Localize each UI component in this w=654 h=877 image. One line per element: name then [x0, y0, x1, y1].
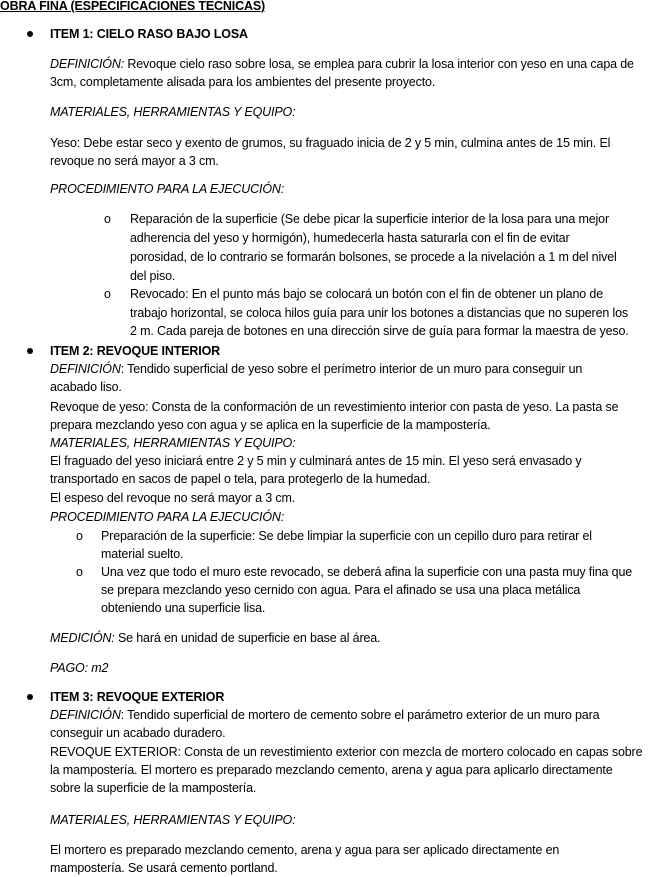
- item2-definition-text: : Tendido superficial de yeso sobre el perímetro interior de un muro para conseguir un: [120, 362, 583, 376]
- circle-bullet-icon: o: [76, 529, 83, 543]
- item1-materials-heading: MATERIALES, HERRAMIENTAS Y EQUIPO:: [50, 105, 296, 119]
- item3-materials-line1: El mortero es preparado mezclando cemento, arena y agua para ser aplicado directamente en: [50, 843, 560, 857]
- item2-materials-heading: MATERIALES, HERRAMIENTAS Y EQUIPO:: [50, 436, 296, 450]
- item2-step2-line3: obteniendo una superficie lisa.: [101, 601, 266, 615]
- item1-definition-line2: 3cm, completamente alisada para los ambientes del presente proyecto.: [50, 75, 436, 89]
- item1-step2-line1: Revocado: En el punto más bajo se colocará un botón con el fin de obtener un plano de: [130, 287, 604, 301]
- item2-medicion-text: Se hará en unidad de superficie en base al área.: [114, 631, 381, 645]
- item1-step1-line2: adherencia del yeso y hormigón), humedecerla hasta saturarla con el fin de evitar: [130, 231, 570, 245]
- item1-step2-line3: 2 m. Cada pareja de botones en una dirección sirve de guía para formar la maestra de yeso.: [130, 324, 629, 338]
- item1-materials-line2: revoque no será mayor a 3 cm.: [50, 154, 219, 168]
- item3-heading: ITEM 3: REVOQUE EXTERIOR: [50, 690, 225, 704]
- item3-definition-text: : Tendido superficial de mortero de cemento sobre el parámetro exterior de un muro para: [120, 708, 600, 722]
- item1-step1-line4: del piso.: [130, 269, 176, 283]
- item3-revoque-line2: la mampostería. El mortero es preparado mezclando cemento, arena y agua para aplicarlo directamente: [50, 763, 613, 777]
- item1-definition-line1: [50, 55, 634, 73]
- item2-definition-label: DEFINICIÓN: [50, 362, 121, 376]
- item2-definition-line2: acabado liso.: [50, 380, 122, 394]
- item2-step2-line1: Una vez que todo el muro este revocado, se deberá afina la superficie con una pasta muy fina que: [101, 565, 633, 579]
- item3-revoque-line3: sobre la superficie de la mampostería.: [50, 781, 257, 795]
- item3-definition-line2: conseguir un acabado duradero.: [50, 726, 226, 740]
- item3-definition-label: DEFINICIÓN: [50, 708, 121, 722]
- item2-medicion: [50, 629, 380, 647]
- item2-materials-line3: El espeso del revoque no será mayor a 3 cm.: [50, 491, 296, 505]
- item1-materials-line1: Yeso: Debe estar seco y exento de grumos, su fraguado inicia de 2 y 5 min, culmina antes de 15 min. El: [50, 136, 611, 150]
- item2-revoque-line2: prepara mezclando yeso con agua y se aplica en la superficie de la mampostería.: [50, 418, 491, 432]
- circle-bullet-icon: o: [76, 565, 83, 579]
- item1-definition-text: Revoque cielo raso sobre losa, se emplea para cubrir la losa interior con yeso en una capa de: [124, 57, 634, 71]
- item2-step1-line2: material suelto.: [101, 547, 184, 561]
- item2-step2-line2: se prepara mezclando yeso cernido con agua. Para el afinado se usa una placa metálica: [101, 583, 581, 597]
- bullet-icon: [27, 694, 33, 700]
- item3-revoque-line1: REVOQUE EXTERIOR: Consta de un revestimiento exterior con mezcla de mortero colocado en capas sobre: [50, 745, 643, 759]
- item2-definition-line1: [50, 360, 582, 378]
- item1-heading: ITEM 1: CIELO RASO BAJO LOSA: [50, 27, 248, 41]
- document-title: OBRA FINA (ESPECIFICACIONES TECNICAS): [0, 0, 266, 13]
- circle-bullet-icon: o: [104, 212, 111, 226]
- item2-materials-line1: El fraguado del yeso iniciará entre 2 y 5 min y culminará antes de 15 min. El yeso será envasado y: [50, 454, 582, 468]
- item3-materials-heading: MATERIALES, HERRAMIENTAS Y EQUIPO:: [50, 813, 296, 827]
- bullet-icon: [27, 348, 33, 354]
- item2-medicion-label: MEDICIÓN:: [50, 631, 115, 645]
- item1-step2-line2: trabajo horizontal, se coloca hilos guía para unir los botones a distancias que no superen los: [130, 306, 629, 320]
- item3-definition-line1: [50, 706, 599, 724]
- item1-procedure-heading: PROCEDIMIENTO PARA LA EJECUCIÓN:: [50, 182, 285, 196]
- circle-bullet-icon: o: [104, 287, 111, 301]
- item1-definition-label: DEFINICIÓN:: [50, 57, 125, 71]
- bullet-icon: [27, 31, 33, 37]
- item2-step1-line1: Preparación de la superficie: Se debe limpiar la superficie con un cepillo duro para retirar el: [101, 529, 592, 543]
- item2-procedure-heading: PROCEDIMIENTO PARA LA EJECUCIÓN:: [50, 510, 285, 524]
- item2-materials-line2: transportado en sacos de papel o tela, para protegerlo de la humedad.: [50, 472, 431, 486]
- item1-step1-line1: Reparación de la superficie (Se debe picar la superficie interior de la losa para una mejor: [130, 212, 609, 226]
- item2-pago: PAGO: m2: [50, 661, 109, 675]
- item2-revoque-line1: Revoque de yeso: Consta de la conformación de un revestimiento interior con pasta de yeso. La pasta se: [50, 400, 619, 414]
- item1-step1-line3: porosidad, de lo contrario se formarán bolsones, se procede a la nivelación a 1 m del nivel: [130, 250, 617, 264]
- item2-heading: ITEM 2: REVOQUE INTERIOR: [50, 344, 221, 358]
- item3-materials-line2: mampostería. Se usará cemento portland.: [50, 861, 278, 875]
